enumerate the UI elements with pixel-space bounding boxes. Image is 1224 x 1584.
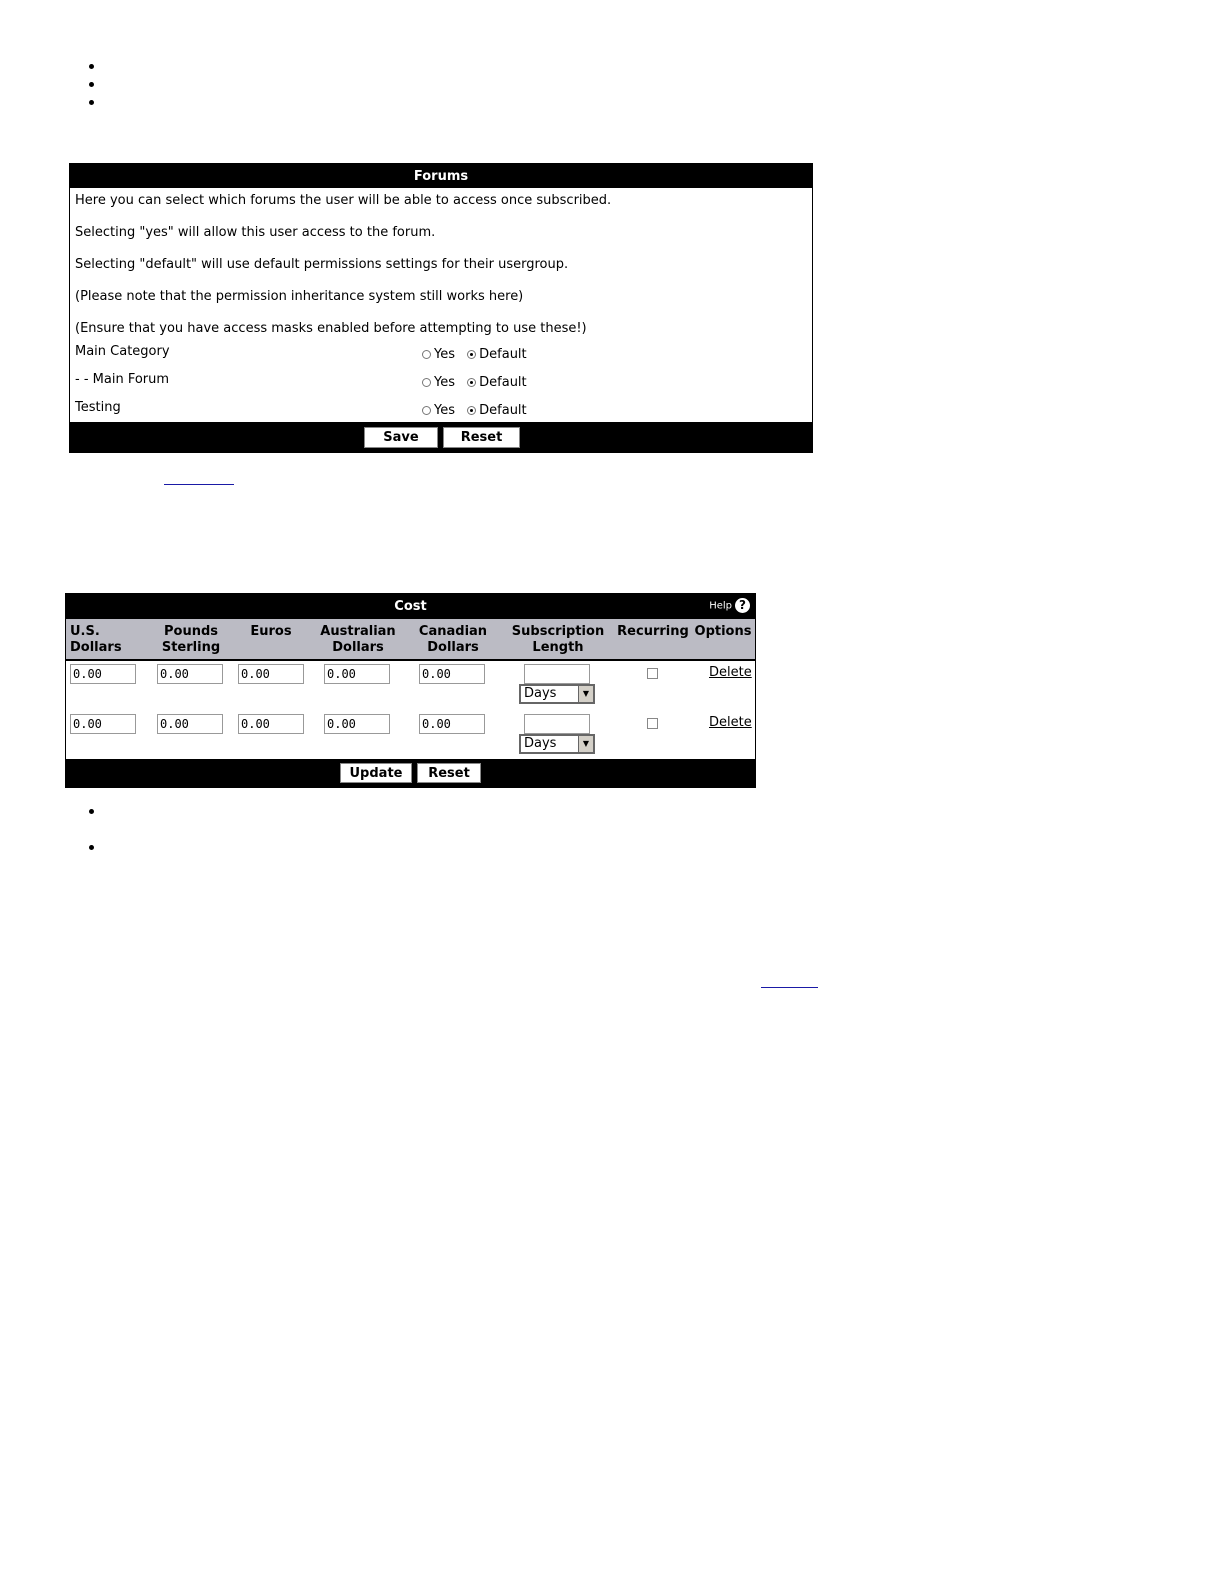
cad-column-header: Canadian Dollars <box>418 624 488 655</box>
length-unit-value: Days <box>524 686 557 701</box>
cost-panel-footer <box>66 759 755 787</box>
gbp-cost-input[interactable]: 0.00 <box>157 664 223 684</box>
reset-button[interactable]: Reset <box>417 763 481 783</box>
eur-cost-input[interactable]: 0.00 <box>238 714 304 734</box>
usd-cost-input[interactable]: 0.00 <box>70 714 136 734</box>
yes-radio-label: Yes <box>434 375 455 390</box>
help-link[interactable] <box>709 598 750 615</box>
yes-radio[interactable] <box>422 350 431 359</box>
aud-cost-input[interactable]: 0.00 <box>324 664 390 684</box>
recurring-column-header: Recurring <box>617 624 689 639</box>
forums-description: Here you can select which forums the user will be able to access once subscribed. <box>75 193 612 208</box>
forum-access-choice <box>422 347 527 362</box>
length-unit-select[interactable] <box>519 684 595 704</box>
default-radio-label: Default <box>479 375 527 390</box>
list-bullet <box>89 845 94 850</box>
options-column-header: Options <box>694 624 752 639</box>
default-radio[interactable] <box>467 378 476 387</box>
list-bullet <box>89 64 94 69</box>
length-column-header: Subscription Length <box>511 624 605 655</box>
cost-title: Cost <box>394 599 427 614</box>
cad-cost-input[interactable]: 0.00 <box>419 714 485 734</box>
default-radio[interactable] <box>467 350 476 359</box>
delete-link[interactable]: Delete <box>709 665 752 680</box>
gbp-column-header: Pounds Sterling <box>161 624 221 655</box>
subscription-length-input[interactable] <box>524 664 590 684</box>
length-unit-select[interactable] <box>519 734 595 754</box>
forum-access-choice <box>422 375 527 390</box>
forums-inheritance-note: (Please note that the permission inheritance system still works here) <box>75 289 524 304</box>
list-bullet <box>89 82 94 87</box>
help-label: Help <box>709 600 732 612</box>
forums-masks-note: (Ensure that you have access masks enabled before attempting to use these!) <box>75 321 587 336</box>
aud-column-header: Australian Dollars <box>320 624 396 655</box>
delete-link[interactable]: Delete <box>709 715 752 730</box>
chevron-down-icon[interactable]: ▼ <box>578 736 593 752</box>
forums-panel <box>69 163 813 453</box>
forum-row-label: Main Category <box>75 344 170 359</box>
link[interactable] <box>164 484 234 485</box>
subscription-length-input[interactable] <box>524 714 590 734</box>
cad-cost-input[interactable]: 0.00 <box>419 664 485 684</box>
length-unit-value: Days <box>524 736 557 751</box>
forum-access-choice <box>422 403 527 418</box>
cost-panel <box>65 593 756 788</box>
recurring-checkbox[interactable] <box>647 668 658 679</box>
forums-default-note: Selecting "default" will use default permissions settings for their usergroup. <box>75 257 569 272</box>
forum-row-label: Testing <box>75 400 121 415</box>
usd-cost-input[interactable]: 0.00 <box>70 664 136 684</box>
eur-column-header: Euros <box>250 624 292 639</box>
forums-panel-title: Forums <box>70 164 812 188</box>
eur-cost-input[interactable]: 0.00 <box>238 664 304 684</box>
cost-panel-title <box>66 594 755 619</box>
default-radio-label: Default <box>479 347 527 362</box>
usd-column-header: U.S. Dollars <box>70 624 122 655</box>
default-radio-label: Default <box>479 403 527 418</box>
yes-radio-label: Yes <box>434 347 455 362</box>
yes-radio[interactable] <box>422 406 431 415</box>
help-icon[interactable]: ? <box>735 598 750 613</box>
yes-radio-label: Yes <box>434 403 455 418</box>
cost-column-headers <box>66 619 755 661</box>
forums-yes-note: Selecting "yes" will allow this user access to the forum. <box>75 225 436 240</box>
chevron-down-icon[interactable]: ▼ <box>578 686 593 702</box>
update-button[interactable]: Update <box>340 763 412 783</box>
gbp-cost-input[interactable]: 0.00 <box>157 714 223 734</box>
save-button[interactable]: Save <box>364 427 438 448</box>
default-radio[interactable] <box>467 406 476 415</box>
yes-radio[interactable] <box>422 378 431 387</box>
recurring-checkbox[interactable] <box>647 718 658 729</box>
forum-row-label: - - Main Forum <box>75 372 170 387</box>
aud-cost-input[interactable]: 0.00 <box>324 714 390 734</box>
reset-button[interactable]: Reset <box>443 427 520 448</box>
link[interactable] <box>761 987 818 988</box>
forums-panel-footer <box>70 422 812 452</box>
list-bullet <box>89 809 94 814</box>
list-bullet <box>89 100 94 105</box>
